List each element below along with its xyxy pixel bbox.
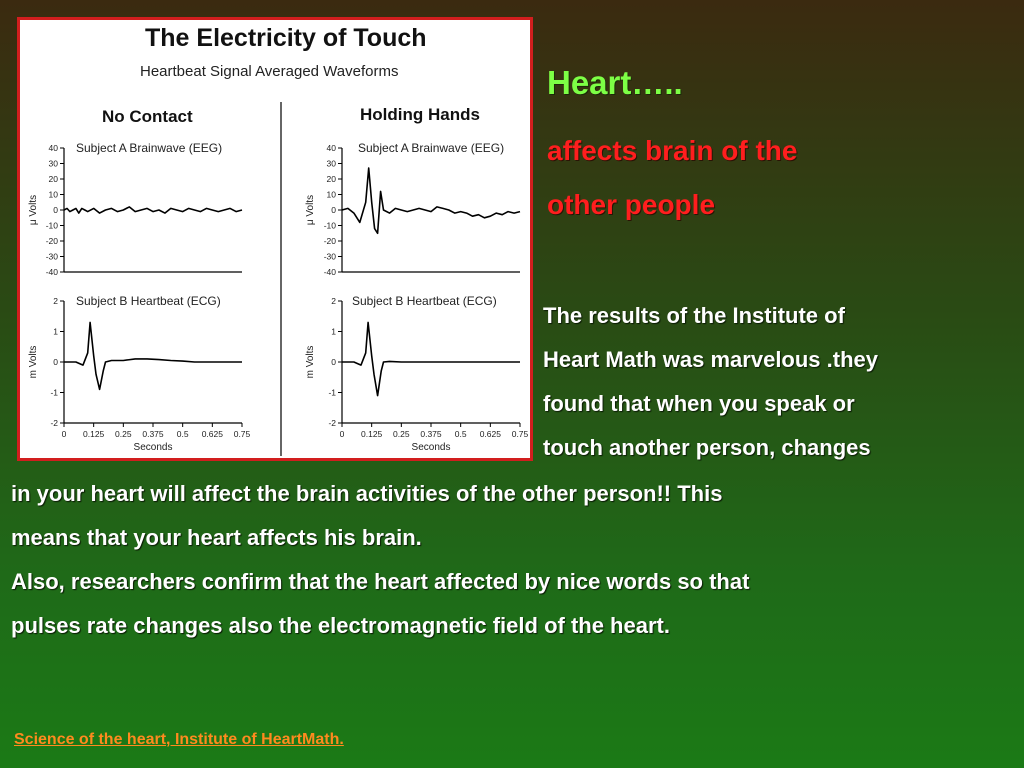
y-tick-label: 2 bbox=[53, 296, 58, 306]
x-tick-label: 0.25 bbox=[393, 429, 410, 439]
x-axis-label: Seconds bbox=[133, 442, 173, 453]
panel-title: Subject A Brainwave (EEG) bbox=[76, 141, 223, 155]
x-tick-label: 0.375 bbox=[420, 429, 442, 439]
paragraph-right bbox=[543, 294, 1003, 470]
paragraph-line: pulses rate changes also the electromagnetic field of the heart. bbox=[11, 613, 670, 638]
paragraph-line: means that your heart affects his brain. bbox=[11, 525, 422, 550]
y-tick-label: 40 bbox=[48, 143, 58, 153]
y-tick-label: 30 bbox=[48, 158, 58, 169]
paragraph-line: found that when you speak or bbox=[543, 391, 855, 416]
x-tick-label: 0.625 bbox=[479, 429, 501, 439]
y-tick-label: -10 bbox=[323, 220, 336, 231]
series-line bbox=[342, 322, 520, 395]
y-tick-label: 20 bbox=[48, 174, 58, 184]
y-axis-label: m Volts bbox=[28, 345, 39, 379]
y-tick-label: -2 bbox=[50, 418, 58, 428]
waveform-figure bbox=[20, 20, 530, 458]
paragraph-line: in your heart will affect the brain activities of the other person!! This bbox=[11, 481, 723, 506]
y-tick-label: -1 bbox=[328, 387, 336, 398]
column-title-holding-hands: Holding Hands bbox=[360, 105, 480, 124]
x-tick-label: 0.125 bbox=[361, 429, 383, 439]
x-tick-label: 0.75 bbox=[233, 429, 251, 439]
y-tick-label: -2 bbox=[328, 418, 336, 428]
panel-title: Subject A Brainwave (EEG) bbox=[358, 141, 505, 155]
x-axis-label: Seconds bbox=[411, 442, 451, 453]
paragraph-line: The results of the Institute of bbox=[543, 303, 845, 328]
y-tick-label: 0 bbox=[53, 357, 58, 367]
y-tick-label: 2 bbox=[331, 296, 336, 306]
figure-subtitle: Heartbeat Signal Averaged Waveforms bbox=[140, 63, 399, 80]
paragraph-line: Also, researchers confirm that the heart affected by nice words so that bbox=[11, 569, 750, 594]
y-tick-label: 0 bbox=[331, 205, 336, 215]
y-tick-label: 40 bbox=[326, 143, 336, 153]
y-tick-label: 20 bbox=[326, 174, 336, 184]
slide-subheading bbox=[547, 124, 877, 232]
y-tick-label: 0 bbox=[331, 357, 336, 367]
y-axis-label: m Volts bbox=[305, 345, 316, 379]
x-tick-label: 0.25 bbox=[115, 429, 132, 439]
y-tick-label: 10 bbox=[48, 189, 58, 200]
y-tick-label: -30 bbox=[323, 251, 336, 262]
series-line bbox=[64, 322, 242, 389]
series-line bbox=[342, 168, 520, 233]
y-axis-label: μ Volts bbox=[305, 194, 316, 226]
y-tick-label: -20 bbox=[45, 236, 58, 246]
y-tick-label: -1 bbox=[50, 387, 58, 398]
y-tick-label: 0 bbox=[53, 205, 58, 215]
y-axis-label: μ Volts bbox=[28, 194, 39, 226]
slide-heading: Heart….. bbox=[547, 64, 683, 101]
series-line bbox=[64, 207, 242, 213]
x-tick-label: 0.5 bbox=[454, 429, 467, 439]
paragraph-line: touch another person, changes bbox=[543, 435, 871, 460]
y-tick-label: -10 bbox=[45, 220, 58, 231]
paragraph-full bbox=[11, 472, 1011, 648]
x-tick-label: 0.125 bbox=[83, 429, 105, 439]
y-tick-label: -30 bbox=[45, 251, 58, 262]
x-tick-label: 0.5 bbox=[176, 429, 189, 439]
charts-group bbox=[28, 141, 529, 453]
y-tick-label: 30 bbox=[326, 158, 336, 169]
citation-link[interactable]: Science of the heart, Institute of HeartMath. bbox=[14, 731, 344, 748]
column-title-no-contact: No Contact bbox=[102, 107, 193, 126]
panel-title: Subject B Heartbeat (ECG) bbox=[352, 294, 497, 308]
y-tick-label: -20 bbox=[323, 236, 336, 246]
y-tick-label: 10 bbox=[326, 189, 336, 200]
y-tick-label: -40 bbox=[323, 267, 336, 277]
subheading-line: other people bbox=[547, 189, 716, 220]
subheading-line: affects brain of the bbox=[547, 135, 798, 166]
y-tick-label: -40 bbox=[45, 267, 58, 277]
x-tick-label: 0.75 bbox=[511, 429, 529, 439]
x-tick-label: 0 bbox=[339, 429, 345, 439]
figure-frame bbox=[17, 17, 533, 461]
paragraph-line: Heart Math was marvelous .they bbox=[543, 347, 879, 372]
y-tick-label: 1 bbox=[53, 326, 58, 337]
x-tick-label: 0.625 bbox=[201, 429, 223, 439]
y-tick-label: 1 bbox=[331, 326, 336, 337]
x-tick-label: 0.375 bbox=[142, 429, 164, 439]
figure-title: The Electricity of Touch bbox=[145, 24, 427, 52]
x-tick-label: 0 bbox=[61, 429, 67, 439]
panel-title: Subject B Heartbeat (ECG) bbox=[76, 294, 221, 308]
